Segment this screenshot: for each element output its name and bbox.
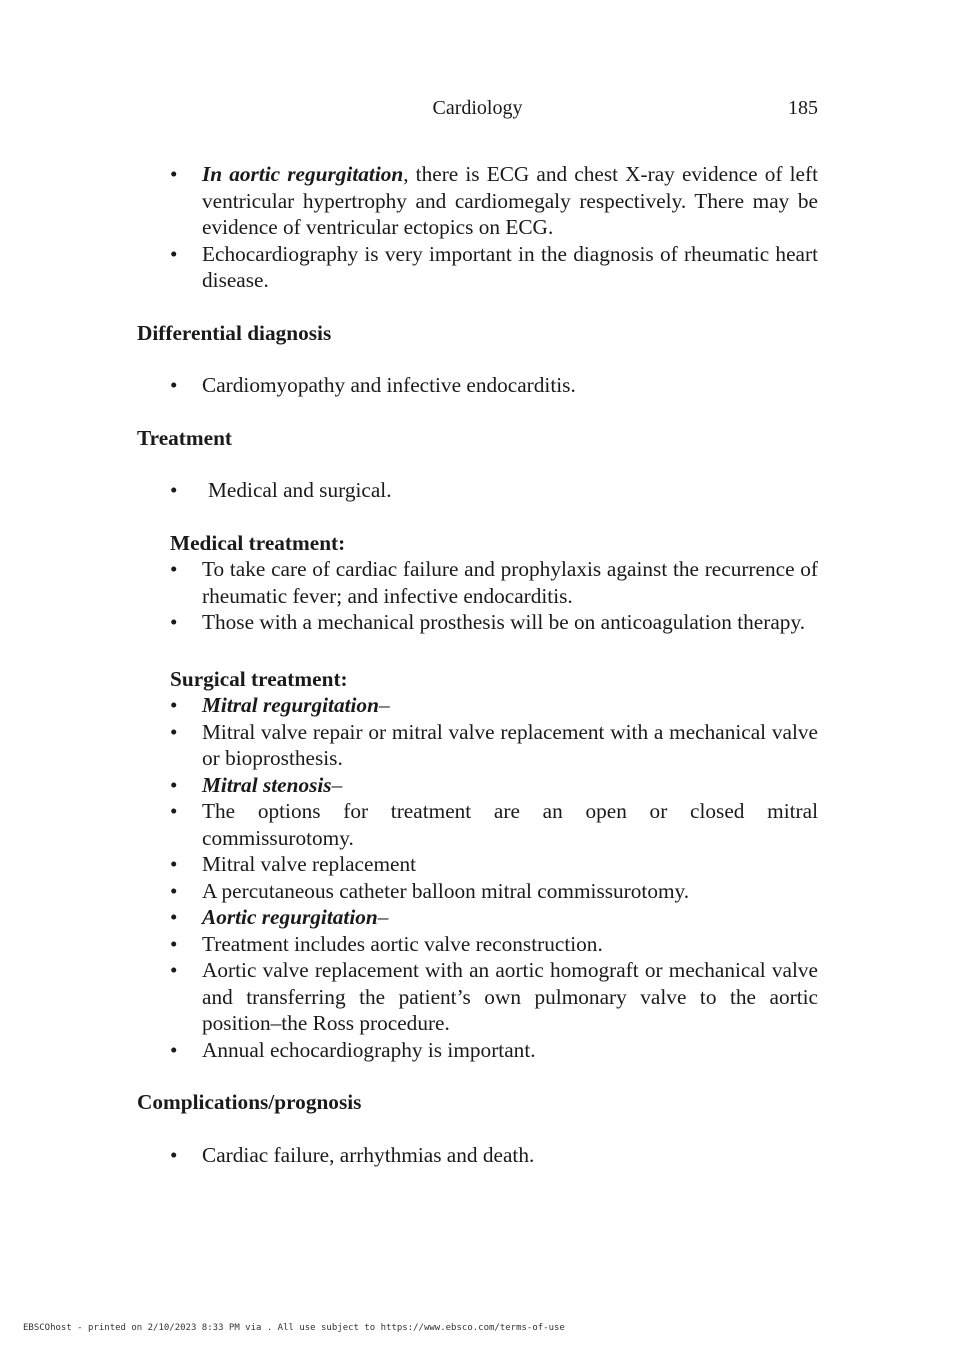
- list-item-text: –: [378, 693, 390, 717]
- list-item: [137, 692, 818, 719]
- term-lead: Aortic regurgitation: [202, 905, 378, 929]
- list-item: • Cardiac failure, arrhythmias and death.: [137, 1142, 818, 1169]
- list-item-text: Annual echocardiography is important.: [202, 1037, 536, 1062]
- term-lead: Mitral stenosis: [202, 772, 332, 797]
- running-header-title: Cardiology: [432, 97, 523, 119]
- page-body: [137, 161, 818, 1168]
- section-heading-treatment: Treatment: [137, 425, 233, 450]
- subheading-surgical-treatment: Surgical treatment:: [170, 666, 348, 691]
- list-item: • Medical and surgical.: [137, 477, 818, 504]
- list-item-text: , there is ECG and chest X-ray evidence of left ventricular hypertrophy and cardiomegaly respectively. There may be evidence of ventricular ectopics on ECG.: [202, 162, 818, 239]
- subheading-medical-treatment: Medical treatment:: [170, 530, 346, 555]
- complications-list: [137, 1142, 818, 1169]
- list-item-text: –: [331, 772, 343, 797]
- intro-list: [137, 161, 818, 294]
- list-item: • Cardiomyopathy and infective endocarditis.: [137, 372, 818, 399]
- list-item: [137, 878, 818, 905]
- treatment-list: [137, 477, 818, 504]
- term-lead: In aortic regurgitation: [202, 162, 404, 186]
- term-lead: Mitral regurgitation: [202, 693, 379, 717]
- page-number: 185: [788, 97, 818, 119]
- list-item: [137, 241, 818, 294]
- list-item: [137, 798, 818, 851]
- surgical-treatment-list: [137, 692, 818, 1063]
- list-item: [137, 161, 818, 241]
- list-item: • To take care of cardiac failure and prophylaxis against the recurrence of rheumatic fever; and infective endocarditis.: [137, 556, 818, 609]
- list-item-text: The options for treatment are an open or closed mitral commissurotomy.: [202, 799, 818, 850]
- medical-treatment-list: [137, 556, 818, 636]
- list-item: [137, 904, 818, 931]
- section-heading-differential: Differential diagnosis: [137, 320, 332, 345]
- list-item-text: –: [377, 905, 389, 929]
- list-item: [137, 719, 818, 772]
- list-item-text: Mitral valve replacement: [202, 852, 417, 876]
- list-item-text: A percutaneous catheter balloon mitral commissurotomy.: [202, 878, 690, 903]
- list-item: [137, 772, 818, 799]
- list-item: [137, 851, 818, 878]
- list-item-text: Echocardiography is very important in the diagnosis of rheumatic heart disease.: [202, 241, 818, 292]
- list-item: [137, 931, 818, 958]
- list-item-text: Aortic valve replacement with an aortic homograft or mechanical valve and transferring the patient’s own pulmonary valve to the aortic position–the Ross procedure.: [202, 958, 818, 1035]
- print-footer: EBSCOhost - printed on 2/10/2023 8:33 PM via . All use subject to https://www.ebsco.com/terms-of-use: [23, 1323, 565, 1333]
- list-item: [137, 1037, 818, 1064]
- list-item-text: Treatment includes aortic valve reconstruction.: [202, 931, 603, 956]
- differential-list: [137, 372, 818, 399]
- list-item-text: Mitral valve repair or mitral valve replacement with a mechanical valve or bioprosthesis.: [202, 719, 818, 770]
- section-heading-complications: Complications/prognosis: [137, 1090, 362, 1114]
- list-item: • Those with a mechanical prosthesis will be on anticoagulation therapy.: [137, 609, 818, 636]
- list-item: [137, 957, 818, 1037]
